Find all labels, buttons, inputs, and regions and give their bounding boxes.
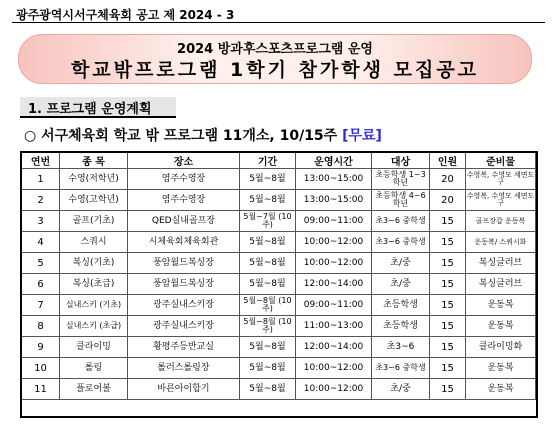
cell-no: 11	[22, 379, 60, 400]
cell-target: 초등학생 1~3학년	[372, 169, 430, 190]
cell-period: 5월~8월	[240, 169, 296, 190]
cell-sport: 플로어볼	[60, 379, 128, 400]
cell-target: 초등학생	[372, 316, 430, 337]
cell-sport: 복싱(초급)	[60, 274, 128, 295]
cell-period: 5월~8월 (10주)	[240, 295, 296, 316]
cell-supplies: 운동복	[466, 379, 536, 400]
cell-capacity: 15	[430, 337, 466, 358]
table-row	[22, 190, 536, 211]
cell-place: 시체육회체육회관	[128, 232, 240, 253]
cell-sport: 실내스키 (초급)	[60, 316, 128, 337]
cell-no: 8	[22, 316, 60, 337]
cell-place: 황평주등반교실	[128, 337, 240, 358]
header-sport: 종 목	[60, 153, 128, 169]
table-row	[22, 211, 536, 232]
cell-time: 09:00~11:00	[296, 211, 372, 232]
cell-place: QED실내골프장	[128, 211, 240, 232]
cell-place: 풍암월드복싱장	[128, 274, 240, 295]
cell-no: 3	[22, 211, 60, 232]
cell-supplies: 운동복/ 스쿼시화	[466, 232, 536, 253]
header-no: 연번	[22, 153, 60, 169]
cell-place: 풍암월드복싱장	[128, 253, 240, 274]
cell-time: 13:00~15:00	[296, 190, 372, 211]
cell-capacity: 15	[430, 358, 466, 379]
cell-place: 광주실내스키장	[128, 295, 240, 316]
cell-supplies: 클라이밍화	[466, 337, 536, 358]
cell-no: 1	[22, 169, 60, 190]
cell-supplies: 복싱글러브	[466, 274, 536, 295]
table-row	[22, 169, 536, 190]
cell-time: 12:00~14:00	[296, 337, 372, 358]
cell-target: 초3~6 중학생	[372, 232, 430, 253]
cell-period: 5월~8월 (10주)	[240, 316, 296, 337]
header-capacity: 인원	[430, 153, 466, 169]
cell-time: 12:00~14:00	[296, 274, 372, 295]
cell-target: 초등학생 4~6학년	[372, 190, 430, 211]
subheading	[24, 125, 382, 145]
cell-capacity: 15	[430, 316, 466, 337]
cell-capacity: 15	[430, 379, 466, 400]
cell-no: 2	[22, 190, 60, 211]
table-header-row	[22, 153, 536, 169]
bullet-icon: ○	[24, 128, 37, 144]
cell-period: 5월~8월	[240, 358, 296, 379]
cell-no: 6	[22, 274, 60, 295]
cell-no: 5	[22, 253, 60, 274]
table-body	[22, 169, 536, 400]
table-row	[22, 358, 536, 379]
cell-supplies: 수영복, 수영모 세면도구	[466, 169, 536, 190]
cell-time: 09:00~11:00	[296, 295, 372, 316]
cell-time: 11:00~13:00	[296, 316, 372, 337]
cell-target: 초3~6 중학생	[372, 358, 430, 379]
section-heading-text: 1. 프로그램 운영계획	[28, 102, 152, 117]
cell-period: 5월~8월	[240, 253, 296, 274]
cell-sport: 수영(저학년)	[60, 169, 128, 190]
cell-capacity: 15	[430, 232, 466, 253]
table-row	[22, 316, 536, 337]
cell-place: 롤러스롤링장	[128, 358, 240, 379]
banner-title: 학교밖프로그램 1학기 참가학생 모집공고	[70, 59, 480, 81]
program-table	[21, 152, 536, 400]
cell-time: 10:00~12:00	[296, 358, 372, 379]
section-heading	[20, 97, 176, 118]
cell-place: 광주실내스키장	[128, 316, 240, 337]
header-period: 기간	[240, 153, 296, 169]
cell-target: 초/중	[372, 379, 430, 400]
cell-place: 염주수영장	[128, 190, 240, 211]
table-row	[22, 379, 536, 400]
cell-target: 초등학생	[372, 295, 430, 316]
cell-period: 5월~8월	[240, 337, 296, 358]
cell-capacity: 15	[430, 295, 466, 316]
cell-capacity: 15	[430, 211, 466, 232]
cell-capacity: 20	[430, 169, 466, 190]
table-row	[22, 274, 536, 295]
cell-supplies: 운동복	[466, 358, 536, 379]
cell-period: 5월~8월	[240, 190, 296, 211]
cell-period: 5월~7월 (10주)	[240, 211, 296, 232]
cell-target: 초/중	[372, 253, 430, 274]
cell-place: 바른아이합기	[128, 379, 240, 400]
cell-target: 초3~6	[372, 337, 430, 358]
header-rule	[12, 22, 545, 23]
cell-sport: 스쿼시	[60, 232, 128, 253]
cell-supplies: 수영복, 수영모 세면도구	[466, 190, 536, 211]
cell-place: 염주수영장	[128, 169, 240, 190]
cell-sport: 수영(고학년)	[60, 190, 128, 211]
cell-period: 5월~8월	[240, 274, 296, 295]
cell-supplies: 복싱글러브	[466, 253, 536, 274]
cell-no: 10	[22, 358, 60, 379]
header-place: 장소	[128, 153, 240, 169]
cell-target: 초/중	[372, 274, 430, 295]
header-time: 운영시간	[296, 153, 372, 169]
cell-time: 13:00~15:00	[296, 169, 372, 190]
cell-sport: 클라이밍	[60, 337, 128, 358]
cell-sport: 복싱(기초)	[60, 253, 128, 274]
table-row	[22, 337, 536, 358]
cell-period: 5월~8월	[240, 232, 296, 253]
banner-subtitle: 2024 방과후스포츠프로그램 운영	[177, 42, 373, 57]
header-target: 대상	[372, 153, 430, 169]
table-row	[22, 232, 536, 253]
cell-no: 4	[22, 232, 60, 253]
cell-target: 초3~6 중학생	[372, 211, 430, 232]
cell-time: 10:00~12:00	[296, 253, 372, 274]
cell-supplies: 골프장갑 운동복	[466, 211, 536, 232]
cell-no: 7	[22, 295, 60, 316]
cell-sport: 롤링	[60, 358, 128, 379]
notice-number: 광주광역시서구체육회 공고 제 2024 - 3	[16, 8, 235, 22]
header-supplies: 준비물	[466, 153, 536, 169]
cell-supplies: 운동복	[466, 295, 536, 316]
title-banner	[18, 34, 532, 84]
cell-capacity: 15	[430, 274, 466, 295]
cell-no: 9	[22, 337, 60, 358]
free-badge: [무료]	[342, 128, 382, 144]
cell-sport: 골프(기초)	[60, 211, 128, 232]
cell-sport: 실내스키 (기초)	[60, 295, 128, 316]
cell-capacity: 15	[430, 253, 466, 274]
cell-time: 10:00~12:00	[296, 379, 372, 400]
table-row	[22, 295, 536, 316]
table-row	[22, 253, 536, 274]
cell-period: 5월~8월	[240, 379, 296, 400]
cell-time: 10:00~12:00	[296, 232, 372, 253]
subheading-text: 서구체육회 학교 밖 프로그램 11개소, 10/15주	[41, 128, 338, 144]
cell-capacity: 20	[430, 190, 466, 211]
cell-supplies: 운동복	[466, 316, 536, 337]
